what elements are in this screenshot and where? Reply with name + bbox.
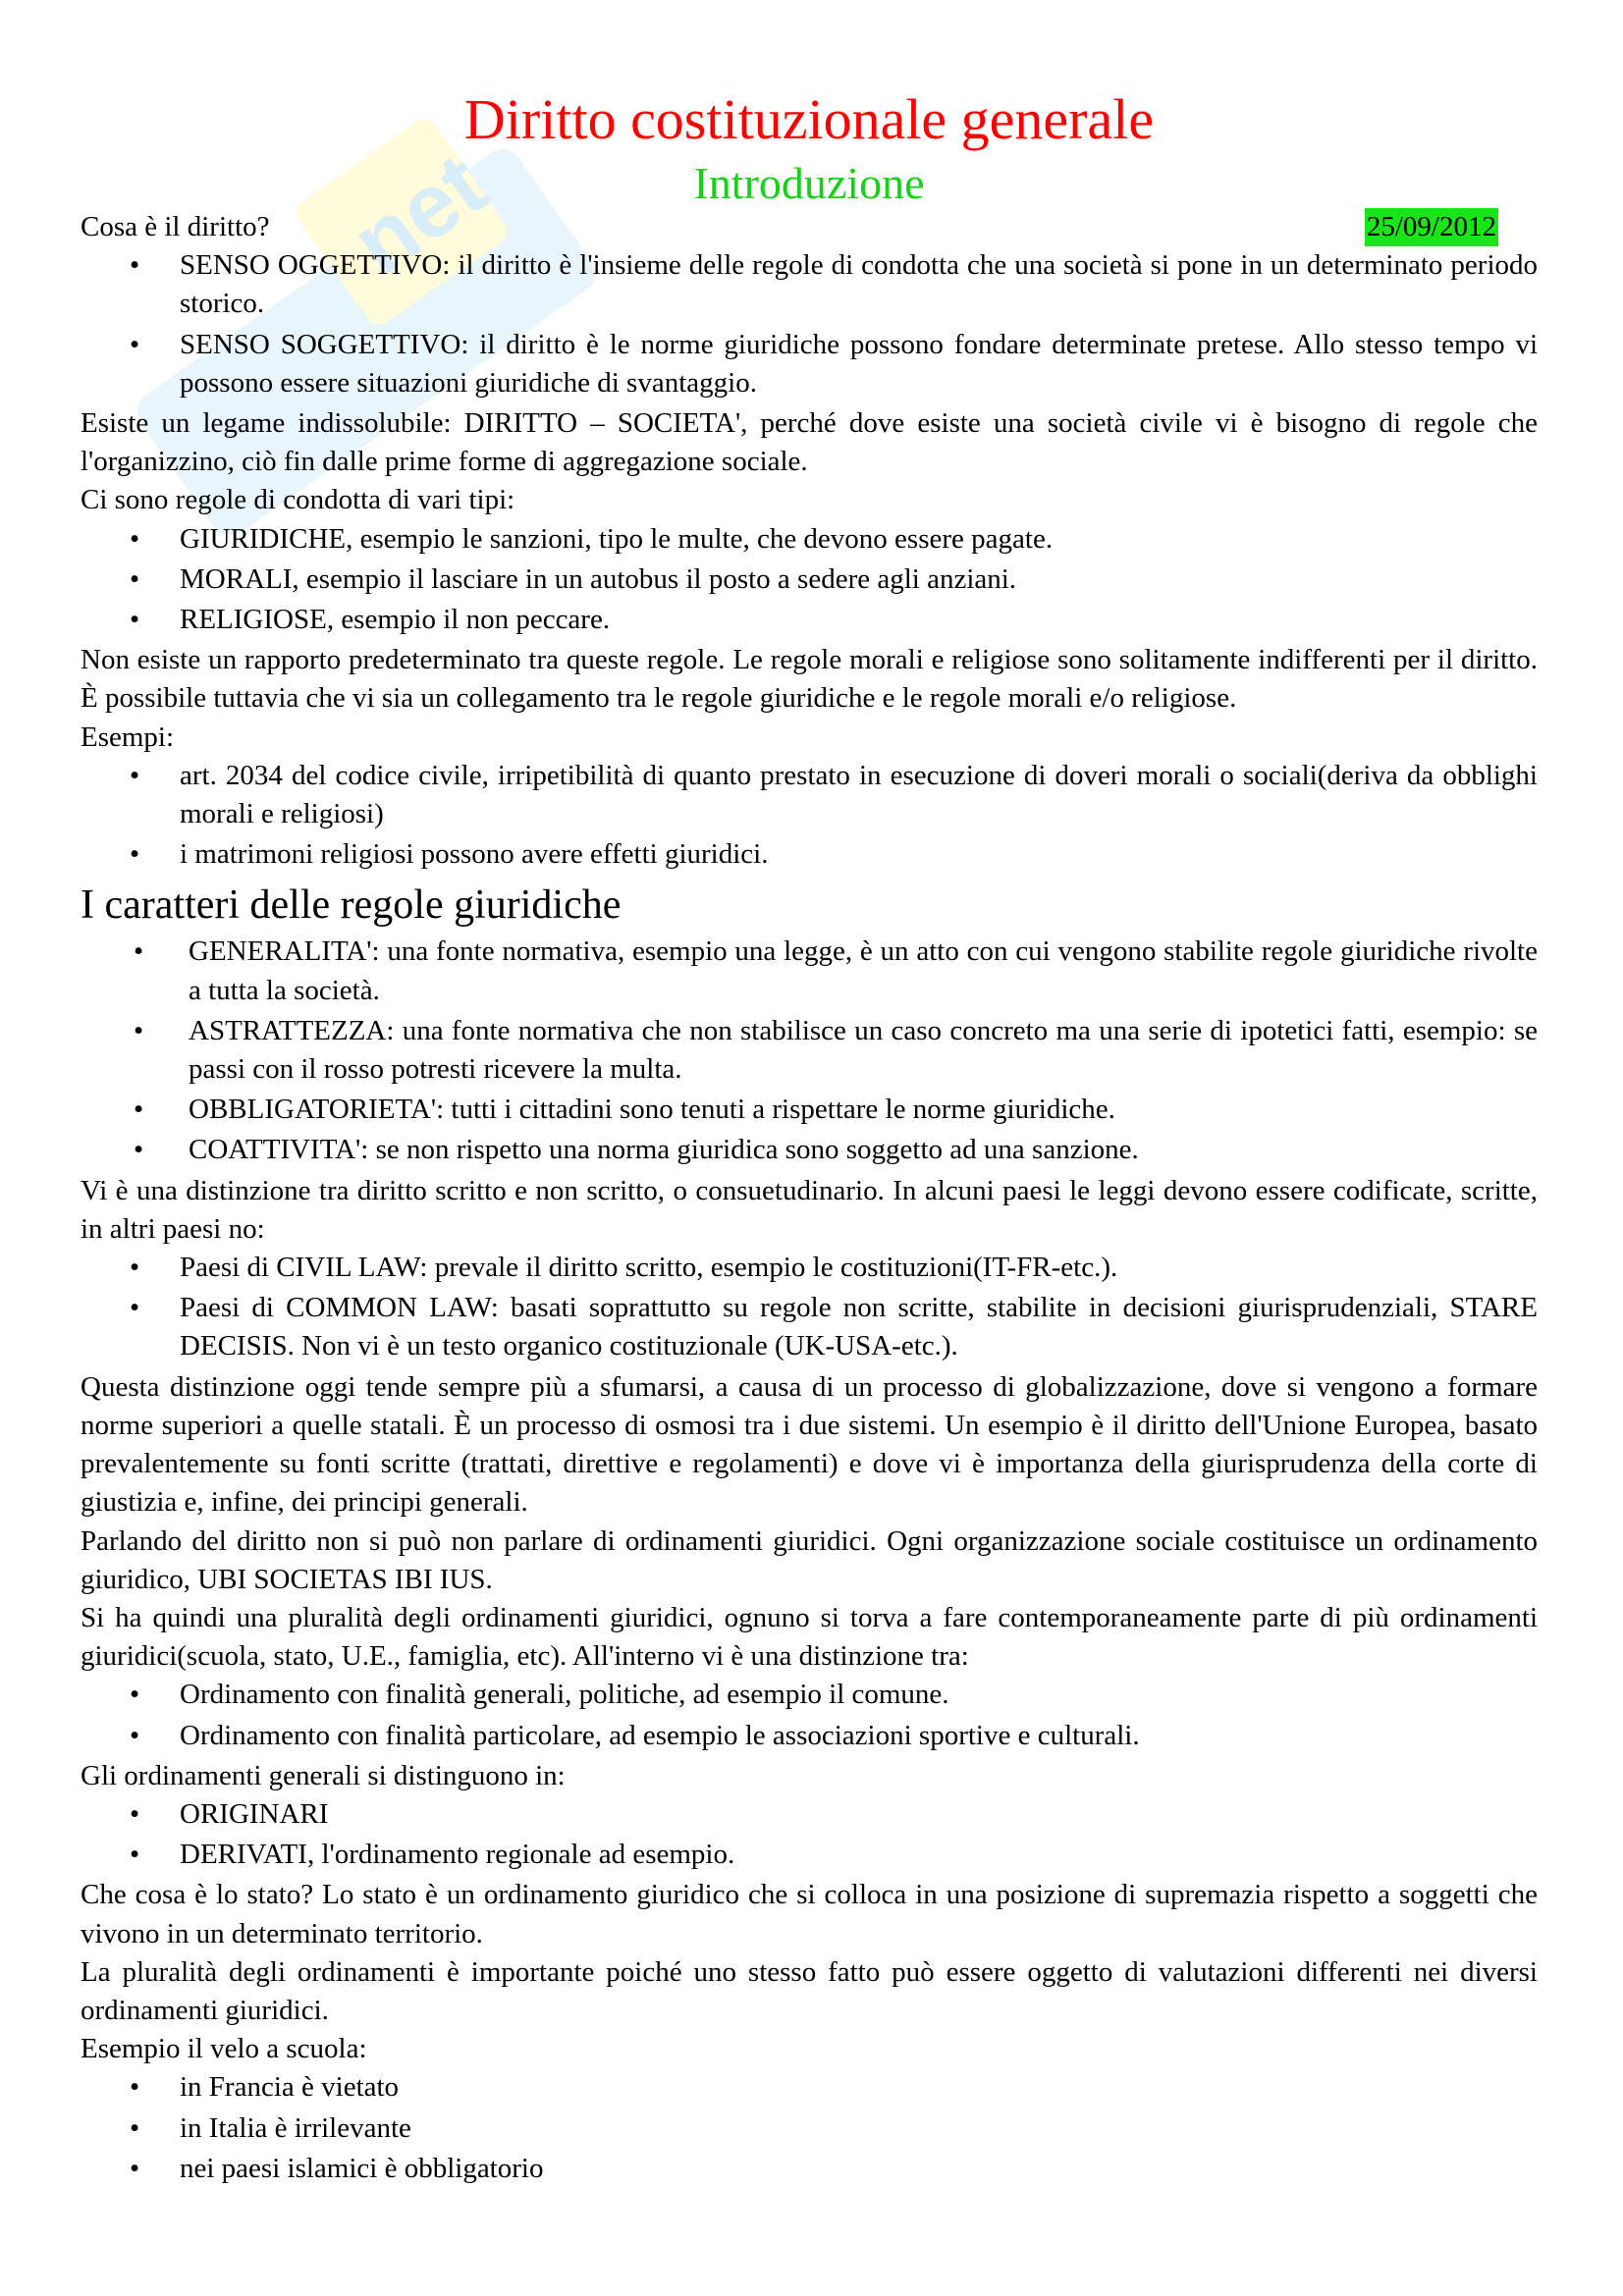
list-item: • OBBLIGATORIETA': tutti i cittadini sono tenuti a rispettare le norme giuridiche. [81, 1091, 1538, 1129]
paragraph: Gli ordinamenti generali si distinguono in: [81, 1759, 566, 1791]
list-item: • RELIGIOSE, esempio il non peccare. [81, 601, 1538, 639]
paragraph: Vi è una distinzione tra diritto scritto e non scritto, o consuetudinario. In alcuni paesi le leggi devono essere codificate, scritte, in altri paesi no: [81, 1174, 1538, 1245]
section-heading: I caratteri delle regole giuridiche [81, 882, 622, 929]
paragraph: Esempio il velo a scuola: [81, 2033, 367, 2065]
list-caratteri [81, 933, 1538, 1169]
list-item: • COATTIVITA': se non rispetto una norma giuridica sono soggetto ad una sanzione. [81, 1131, 1538, 1169]
list-law [81, 1249, 1538, 1366]
paragraph: Ci sono regole di condotta di vari tipi: [81, 484, 515, 516]
list-item: • nei paesi islamici è obbligatorio [81, 2150, 1538, 2188]
date-badge: 25/09/2012 [1365, 208, 1498, 246]
list-item: • ASTRATTEZZA: una fonte normativa che non stabilisce un caso concreto ma una serie di ipotetici fatti, esempio: se passi con il rosso potresti ricevere la multa. [81, 1012, 1538, 1089]
document-page [81, 80, 1538, 2190]
list-item: • GIURIDICHE, esempio le sanzioni, tipo le multe, che devono essere pagate. [81, 520, 1538, 559]
list-item: • MORALI, esempio il lasciare in un autobus il posto a sedere agli anziani. [81, 561, 1538, 599]
list-regole [81, 520, 1538, 640]
document-title: Diritto costituzionale generale [463, 87, 1155, 151]
paragraph: La pluralità degli ordinamenti è importante poiché uno stesso fatto può essere oggetto di valutazioni differenti nei diversi ordinamenti giuridici. [81, 1955, 1538, 2026]
list-item: • ORIGINARI [81, 1795, 1538, 1834]
list-item: • DERIVATI, l'ordinamento regionale ad esempio. [81, 1836, 1538, 1874]
list-item: • Ordinamento con finalità generali, politiche, ad esempio il comune. [81, 1676, 1538, 1714]
list-item: • Paesi di CIVIL LAW: prevale il diritto scritto, esempio le costituzioni(IT-FR-etc.). [81, 1249, 1538, 1287]
list-item: • SENSO OGGETTIVO: il diritto è l'insieme delle regole di condotta che una società si pone in un determinato periodo storico. [81, 246, 1538, 323]
list-item: • in Italia è irrilevante [81, 2109, 1538, 2148]
paragraph: Non esiste un rapporto predeterminato tra queste regole. Le regole morali e religiose sono solitamente indifferenti per il diritto. È possibile tuttavia che vi sia un collegamento tra le regole giuridiche e le regole morali e/o religiose. [81, 644, 1538, 715]
intro-question: Cosa è il diritto? [81, 211, 270, 242]
list-item: • SENSO SOGGETTIVO: il diritto è le norme giuridiche possono fondare determinate pretese. Allo stesso tempo vi possono essere situazioni giuridiche di svantaggio. [81, 326, 1538, 402]
paragraph: Questa distinzione oggi tende sempre più a sfumarsi, a causa di un processo di globalizzazione, dove si vengono a formare norme superiori a quelle statali. È un processo di osmosi tra i due sistemi. Un esempio è il diritto dell'Unione Europea, basato prevalentemente su fonti scritte (trattati, direttive e regolamenti) e dove vi è importanza della giurisprudenza della corte di giustizia e, infine, dei principi generali. [81, 1370, 1538, 1519]
paragraph: Parlando del diritto non si può non parlare di ordinamenti giuridici. Ogni organizzazione sociale costituisce un ordinamento giuridico, UBI SOCIETAS IBI IUS. [81, 1524, 1538, 1595]
list-velo [81, 2068, 1538, 2188]
list-item: • Paesi di COMMON LAW: basati soprattutto su regole non scritte, stabilite in decisioni giurisprudenziali, STARE DECISIS. Non vi è un testo organico costituzionale (UK-USA-etc.). [81, 1289, 1538, 1365]
paragraph: Che cosa è lo stato? Lo stato è un ordinamento giuridico che si colloca in una posizione di supremazia rispetto a soggetti che vivono in un determinato territorio. [81, 1879, 1538, 1949]
paragraph: Esempi: [81, 721, 175, 753]
watermark-text: net [335, 133, 504, 294]
list-item: • art. 2034 del codice civile, irripetibilità di quanto prestato in esecuzione di doveri morali o sociali(deriva da obblighi morali e religiosi) [81, 757, 1538, 833]
list-esempi [81, 757, 1538, 875]
list-senso [81, 246, 1538, 402]
paragraph: Si ha quindi una pluralità degli ordinamenti giuridici, ognuno si torva a fare contemporaneamente parte di più ordinamenti giuridici(scuola, stato, U.E., famiglia, etc). All'interno vi è una distinzione tra: [81, 1601, 1538, 1673]
list-item: • Ordinamento con finalità particolare, ad esempio le associazioni sportive e culturali. [81, 1717, 1538, 1755]
list-ordinamenti [81, 1676, 1538, 1754]
list-tipi-ordinamenti [81, 1795, 1538, 1874]
list-item: • i matrimoni religiosi possono avere effetti giuridici. [81, 835, 1538, 874]
document-subtitle: Introduzione [693, 158, 925, 208]
paragraph: Esiste un legame indissolubile: DIRITTO – SOCIETA', perché dove esiste una società civile vi è bisogno di regole che l'organizzino, ciò fin dalle prime forme di aggregazione sociale. [81, 407, 1538, 478]
intro-line [81, 208, 1538, 246]
list-item: • in Francia è vietato [81, 2068, 1538, 2107]
list-item: • GENERALITA': una fonte normativa, esempio una legge, è un atto con cui vengono stabilite regole giuridiche rivolte a tutta la società. [81, 933, 1538, 1009]
